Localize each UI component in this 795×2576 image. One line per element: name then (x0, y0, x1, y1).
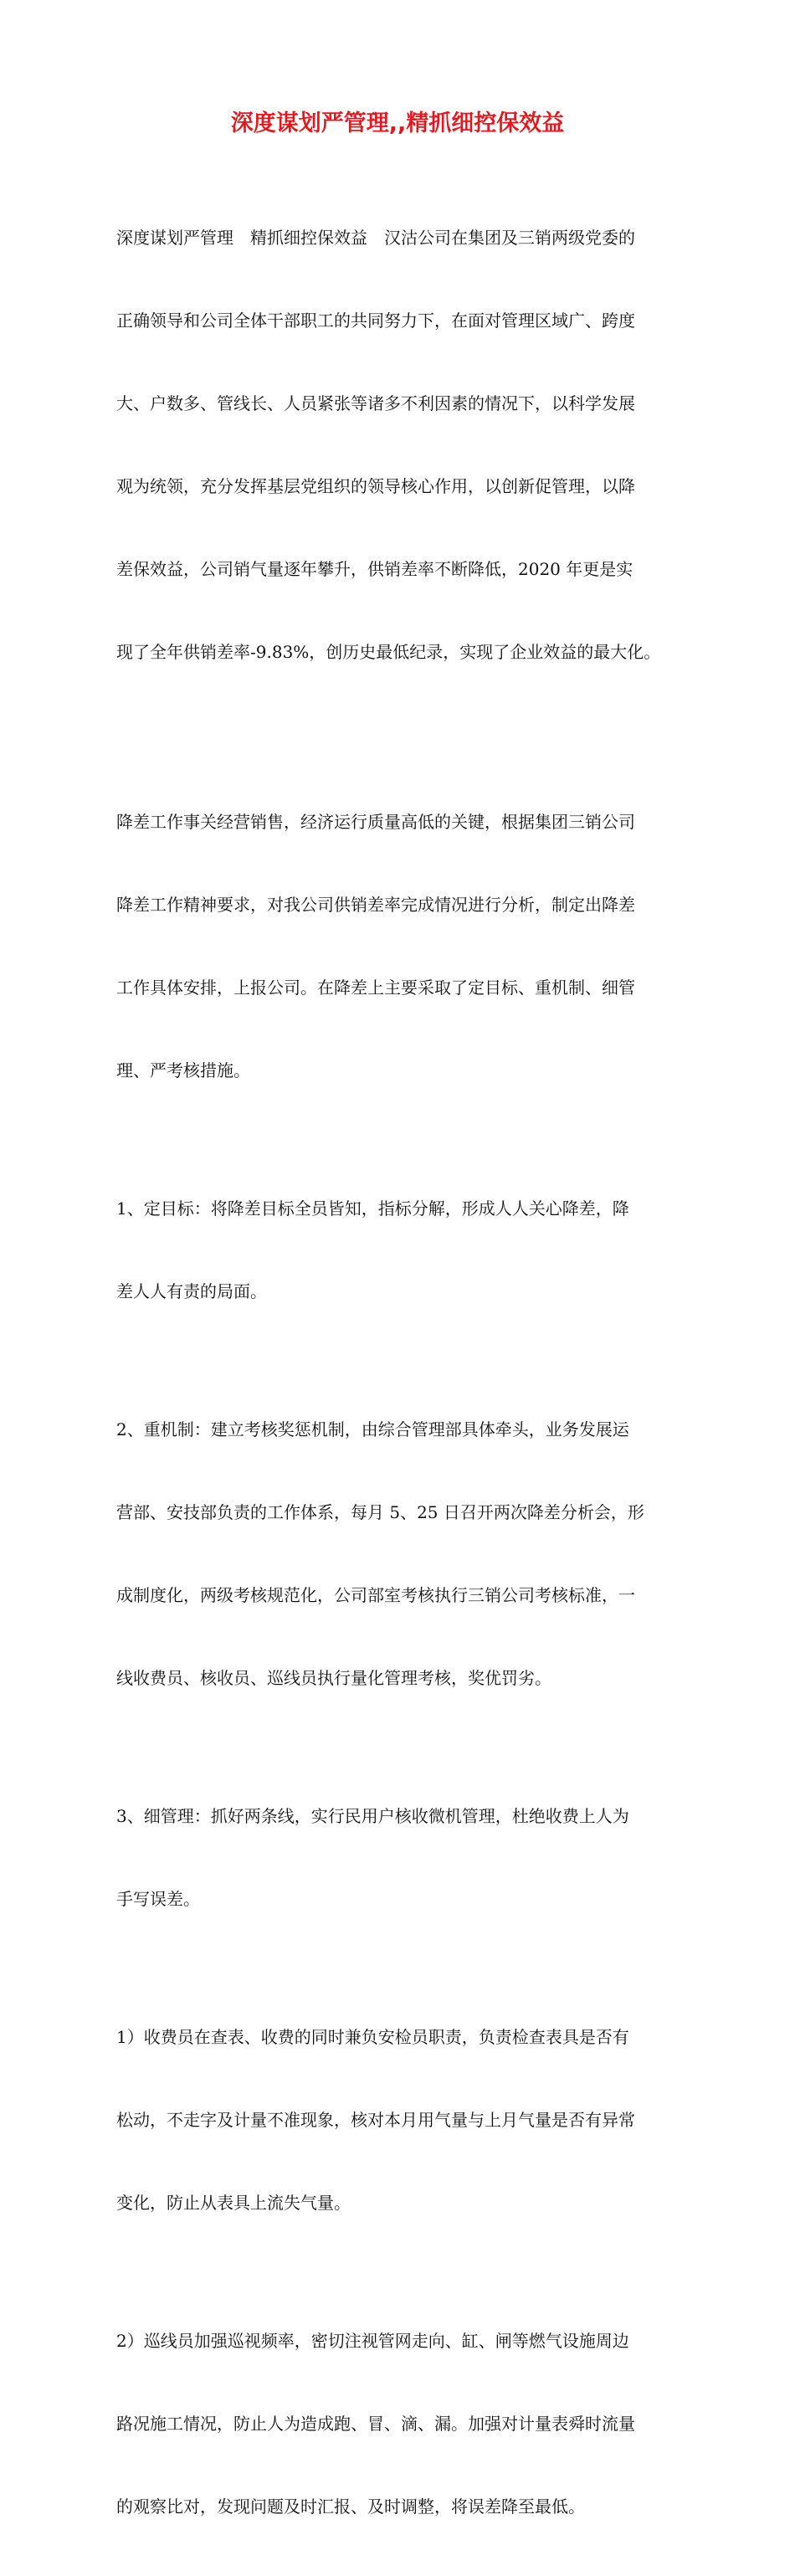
text-line: 工作具体安排，上报公司。在降差上主要采取了定目标、重机制、细管 (116, 978, 635, 998)
text-line: 2、重机制：建立考核奖惩机制，由综合管理部具体牵头，业务发展运 (116, 1419, 629, 1439)
text-line: 的观察比对，发现问题及时汇报、及时调整，将误差降至最低。 (116, 2496, 585, 2517)
paragraph-item-2 (116, 1361, 702, 1747)
text-line: 营部、安技部负责的工作体系，每月 5、25 日召开两次降差分析会，形 (116, 1502, 644, 1522)
text-line: 成制度化，两级考核规范化，公司部室考核执行三销公司考核标准，一 (116, 1585, 635, 1605)
paragraph-item-3-1 (116, 1968, 702, 2272)
text-line: 深度谋划严管理 精抓细控保效益 汉沽公司在集团及三销两级党委的 (116, 228, 635, 248)
text-line: 正确领导和公司全体干部职工的共同努力下，在面对管理区域广、跨度 (116, 310, 635, 331)
text-line: 3、细管理：抓好两条线，实行民用户核收微机管理，杜绝收费上人为 (116, 1806, 629, 1826)
text-line: 2）巡线员加强巡视频率，密切注视管网走向、缸、闸等燃气设施周边 (116, 2331, 629, 2351)
text-line: 理、严考核措施。 (116, 1060, 250, 1080)
text-line: 1）收费员在查表、收费的同时兼负安检员职责，负责检查表具是否有 (116, 2027, 629, 2047)
paragraph-item-1 (116, 1140, 702, 1361)
paragraph-item-3-2 (116, 2272, 702, 2576)
text-line: 观为统领，充分发挥基层党组织的领导核心作用，以创新促管理，以降 (116, 476, 635, 496)
paragraph-gap (116, 721, 702, 753)
text-line: 现了全年供销差率-9.83%，创历史最低纪录，实现了企业效益的最大化。 (116, 642, 661, 662)
paragraph-item-3 (116, 1747, 702, 1968)
text-line: 差保效益，公司销气量逐年攀升，供销差率不断降低，2020 年更是实 (116, 559, 633, 579)
text-line: 降差工作事关经营销售，经济运行质量高低的关键，根据集团三销公司 (116, 812, 635, 832)
text-line: 差人人有责的局面。 (116, 1281, 267, 1301)
paragraph-intro (116, 169, 702, 721)
text-line: 线收费员、核收员、巡线员执行量化管理考核，奖优罚劣。 (116, 1668, 551, 1688)
text-line: 路况施工情况，防止人为造成跑、冒、滴、漏。加强对计量表舜时流量 (116, 2414, 635, 2434)
document-title: 深度谋划严管理,,精抓细控保效益 (230, 110, 565, 136)
paragraph-measures (116, 753, 702, 1140)
document-body (116, 169, 702, 2576)
text-line: 降差工作精神要求，对我公司供销差率完成情况进行分析，制定出降差 (116, 895, 635, 915)
text-line: 1、定目标：将降差目标全员皆知，指标分解，形成人人关心降差，降 (116, 1198, 629, 1219)
text-line: 手写误差。 (116, 1889, 200, 1909)
text-line: 大、户数多、管线长、人员紧张等诸多不利因素的情况下，以科学发展 (116, 393, 635, 413)
text-line: 变化，防止从表具上流失气量。 (116, 2193, 351, 2213)
text-line: 松动，不走字及计量不准现象，核对本月用气量与上月气量是否有异常 (116, 2110, 635, 2130)
